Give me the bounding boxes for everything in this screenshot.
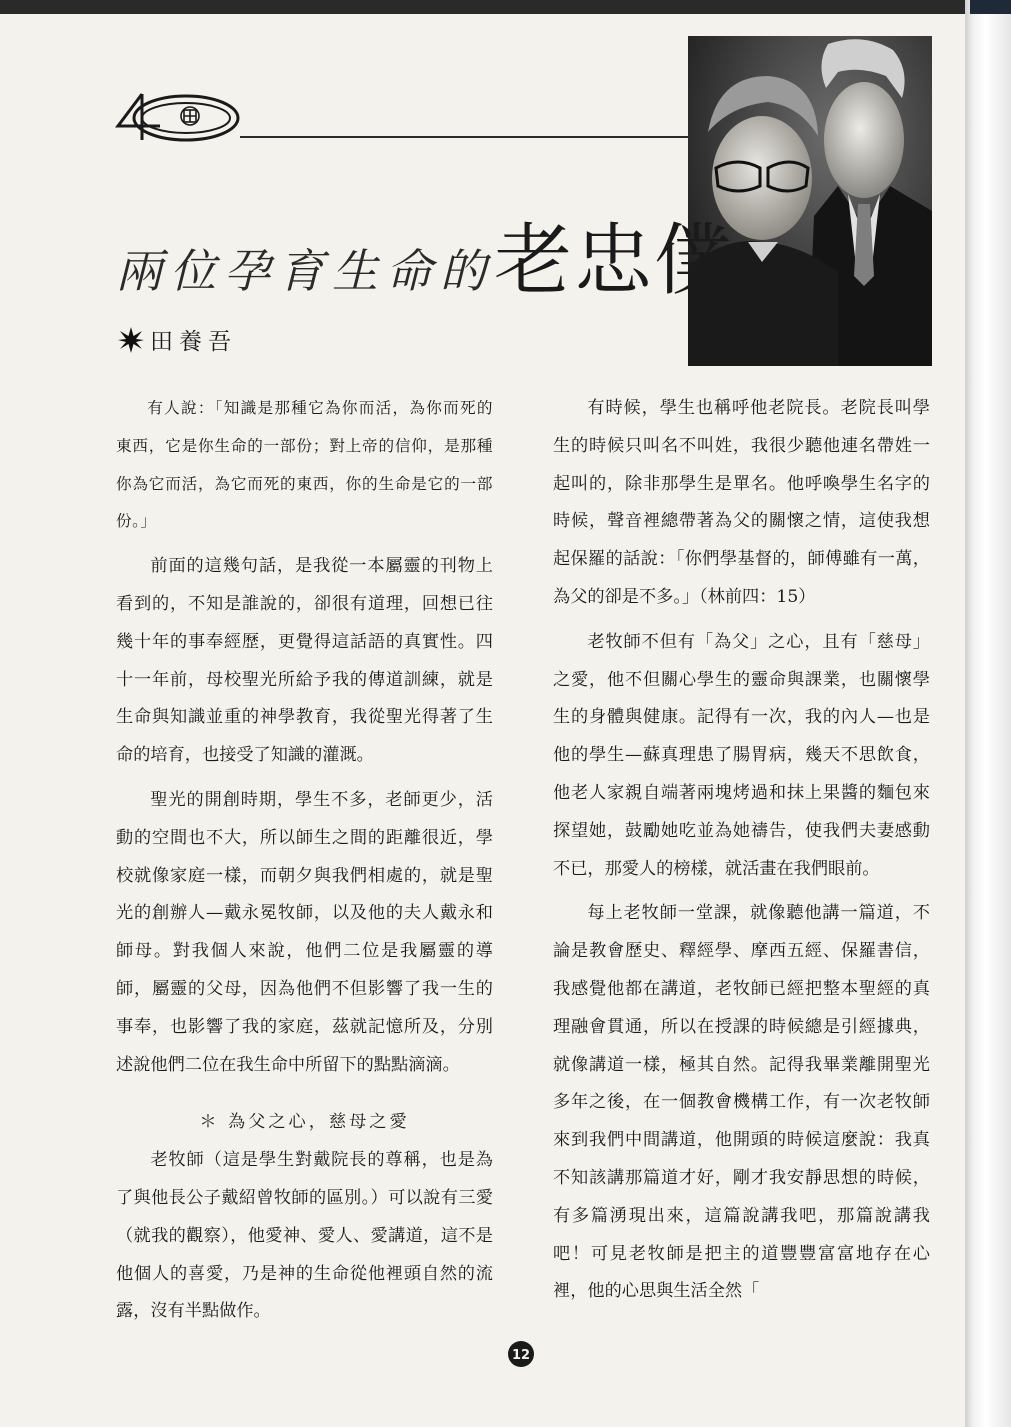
left-column bbox=[116, 390, 493, 1338]
top-border bbox=[0, 0, 970, 14]
paragraph: 老牧師不但有「為父」之心，且有「慈母」之愛，他不但關心學生的靈命與課業，也關懷學生的身體與健康。記得有一次，我的內人—也是他的學生—蘇真理患了腸胃病，幾天不思飲食，他老人家親自端著兩塊烤過和抹上果醬的麵包來探望她，鼓勵她吃並為她禱告，使我們夫妻感動不已，那愛人的榜樣，就活畫在我們眼前。 bbox=[553, 631, 930, 879]
paragraph: 有時候，學生也稱呼他老院長。老院長叫學生的時候只叫名不叫姓，我很少聽他連名帶姓一起叫的，除非那學生是單名。他呼喚學生名字的時候，聲音裡總帶著為父的關懷之情，這使我想起保羅的話說：「你們學基督的，師傅雖有一萬，為父的卻是不多。」（林前四：15） bbox=[553, 398, 930, 607]
paragraph: 有人說：「知識是那種它為你而活，為你而死的東西，它是你生命的一部份；對上帝的信仰，是那種你為它而活，為它而死的東西，你的生命是它的一部份。」 bbox=[116, 399, 493, 531]
page-number-badge bbox=[507, 1340, 535, 1368]
article-title bbox=[116, 198, 735, 310]
right-column bbox=[553, 390, 930, 1318]
author-name: 田養吾 bbox=[150, 329, 237, 355]
paragraph: 老牧師（這是學生對戴院長的尊稱，也是為了與他長公子戴紹曾牧師的區別。）可以說有三愛（就我的觀察），他愛神、愛人、愛講道，這不是他個人的喜愛，乃是神的生命從他裡頭自然的流露，沒有半點做作。 bbox=[116, 1150, 493, 1322]
paragraph: 前面的這幾句話，是我從一本屬靈的刊物上看到的，不知是誰說的，卻很有道理，回想已往幾十年的事奉經歷，更覺得這話語的真實性。四十一年前，母校聖光所給予我的傳道訓練，就是生命與知識並重的神學教育，我從聖光得著了生命的培育，也接受了知識的灌溉。 bbox=[116, 556, 493, 766]
paragraph: 聖光的開創時期，學生不多，老師更少，活動的空間也不大，所以師生之間的距離很近，學校就像家庭一樣，而朝夕與我們相處的，就是聖光的創辦人—戴永冕牧師，以及他的夫人戴永和師母。對我個人來說，他們二位是我屬靈的導師，屬靈的父母，因為他們不但影響了我一生的事奉，也影響了我的家庭，茲就記憶所及，分別述說他們二位在我生命中所留下的點點滴滴。 bbox=[116, 789, 493, 1075]
page-binding-edge bbox=[965, 0, 1011, 1427]
paragraph: 每上老牧師一堂課，就像聽他講一篇道，不論是教會歷史、釋經學、摩西五經、保羅書信，我感覺他都在講道，老牧師已經把整本聖經的真理融會貫通，所以在授課的時候總是引經據典，就像講道一樣，極其自然。記得我畢業離開聖光多年之後，在一個教會機構工作，有一次老牧師來到我們中間講道，他開頭的時候這麼說：我真不知該講那篇道才好，剛才我安靜思想的時候，有多篇湧現出來，這篇說講我吧，那篇說講我吧！可見老牧師是把主的道豐豐富富地存在心裡，他的心思與生活全然「 bbox=[553, 903, 930, 1302]
logo-number: 40 bbox=[134, 122, 136, 123]
portrait-photo bbox=[688, 36, 932, 366]
section-subheading: ＊ 為父之心，慈母之愛 bbox=[199, 1112, 410, 1133]
author-line bbox=[118, 323, 237, 356]
page-number: 12 bbox=[511, 1348, 531, 1363]
binding-corner bbox=[970, 0, 1011, 14]
anniversary-logo bbox=[112, 88, 242, 146]
burst-star-icon bbox=[118, 327, 144, 353]
title-prefix: 兩位孕育生命的 bbox=[116, 244, 494, 298]
title-emphasis: 老忠僕 bbox=[494, 216, 735, 306]
header-rule bbox=[240, 136, 690, 138]
